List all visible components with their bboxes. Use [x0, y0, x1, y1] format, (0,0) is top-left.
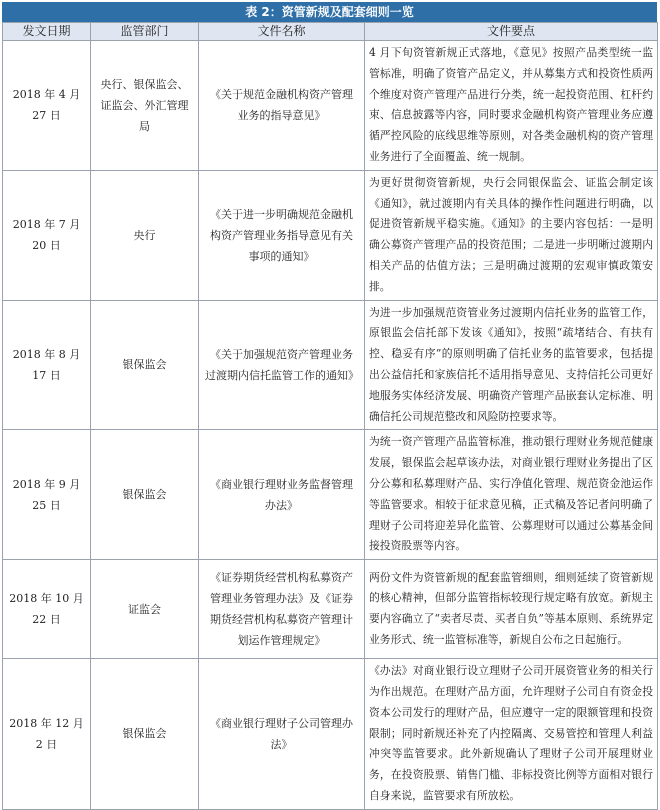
row-doc: 《商业银行理财子公司管理办法》: [199, 659, 365, 810]
row-dept: 证监会: [91, 560, 199, 659]
row-dept: 央行: [91, 170, 199, 300]
table-row: [3, 170, 658, 300]
header-row: [3, 23, 658, 41]
table-row: [3, 430, 658, 560]
row-dept: 央行、银保监会、证监会、外汇管理局: [91, 41, 199, 171]
header-dept: 监管部门: [91, 23, 199, 41]
table-row: [3, 41, 658, 171]
row-doc: 《证券期货经营机构私募资产管理业务管理办法》及《证券期货经营机构私募资产管理计划运作管理规定》: [199, 560, 365, 659]
row-points: 为统一资产管理产品监管标准，推动银行理财业务规范健康发展，银保监会起草该办法，对商业银行理财业务提出了区分公募和私募理财产品、实行净值化管理、规范资金池运作等监管要求。相较于征求意见稿，正式稿及答记者问明确了理财子公司将迎差异化监管、公募理财可以通过公募基金间接投资股票等内容。: [365, 430, 658, 560]
row-points: 《办法》对商业银行设立理财子公司开展资管业务的相关行为作出规范。在理财产品方面，允许理财子公司自有资金投资本公司发行的理财产品，但应遵守一定的限额管理和投资限制；同时新规还补充了内控隔离、交易管控和管理人利益冲突等监管要求。此外新规确认了理财子公司开展理财业务，在投资股票、销售门槛、非标投资比例等方面相对银行自身来说，监管要求有所放松。: [365, 659, 658, 810]
row-points: 4 月下旬资管新规正式落地，《意见》按照产品类型统一监管标准，明确了资管产品定义，并从募集方式和投资性质两个维度对资产管理产品进行分类，统一起投资范围、杠杆约束、信息披露等内容，同时要求金融机构资产管理业务应遵循严控风险的底线思维等原则，对各类金融机构的资产管理业务进行了全面覆盖、统一规制。: [365, 41, 658, 171]
row-points: 为更好贯彻资管新规，央行会同银保监会、证监会制定该《通知》，就过渡期内有关具体的操作性问题进行明确，以促进资管新规平稳实施。《通知》的主要内容包括：一是明确公募资产管理产品的投资范围；二是进一步明晰过渡期内相关产品的估值方法；三是明确过渡期的宏观审慎政策安排。: [365, 170, 658, 300]
row-date: 2018 年 12 月 2 日: [3, 659, 91, 810]
header-date: 发文日期: [3, 23, 91, 41]
regulation-table: [2, 22, 658, 810]
header-doc: 文件名称: [199, 23, 365, 41]
table-title: 表 2：资管新规及配套细则一览: [2, 2, 657, 22]
row-date: 2018 年 10 月 22 日: [3, 560, 91, 659]
row-doc: 《关于进一步明确规范金融机构资产管理业务指导意见有关事项的通知》: [199, 170, 365, 300]
header-points: 文件要点: [365, 23, 658, 41]
regulation-table-panel: [2, 2, 657, 810]
row-dept: 银保监会: [91, 300, 199, 430]
row-date: 2018 年 9 月 25 日: [3, 430, 91, 560]
row-dept: 银保监会: [91, 659, 199, 810]
row-points: 两份文件为资管新规的配套监管细则，细则延续了资管新规的核心精神，但部分监管指标较现行规定略有放宽。新规主要内容确立了“卖者尽责、买者自负”等基本原则、系统界定业务形式、统一监管标准等，新规自公布之日起施行。: [365, 560, 658, 659]
row-doc: 《关于加强规范资产管理业务过渡期内信托监管工作的通知》: [199, 300, 365, 430]
row-points: 为进一步加强规范资管业务过渡期内信托业务的监管工作，原银监会信托部下发该《通知》，按照“疏堵结合、有扶有控、稳妥有序”的原则明确了信托业务的监管要求，包括提出公益信托和家族信托不适用指导意见、支持信托公司更好地服务实体经济发展、明确资产管理产品嵌套认定标准、明确信托公司规范整改和风险防控要求等。: [365, 300, 658, 430]
row-date: 2018 年 7 月 20 日: [3, 170, 91, 300]
row-date: 2018 年 4 月 27 日: [3, 41, 91, 171]
row-date: 2018 年 8 月 17 日: [3, 300, 91, 430]
table-row: [3, 300, 658, 430]
row-dept: 银保监会: [91, 430, 199, 560]
row-doc: 《商业银行理财业务监督管理办法》: [199, 430, 365, 560]
table-row: [3, 659, 658, 810]
table-row: [3, 560, 658, 659]
row-doc: 《关于规范金融机构资产管理业务的指导意见》: [199, 41, 365, 171]
